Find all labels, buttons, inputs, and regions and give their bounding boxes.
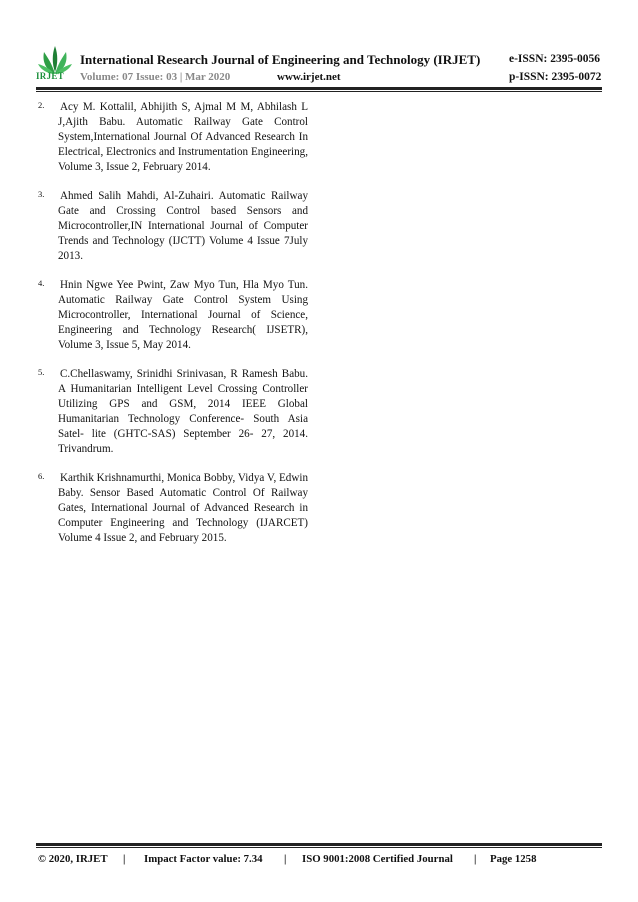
website-link[interactable]: www.irjet.net xyxy=(277,71,341,83)
footer-separator: | xyxy=(474,853,477,865)
reference-item xyxy=(38,367,308,457)
reference-text: Hnin Ngwe Yee Pwint, Zaw Myo Tun, Hla Myo Tun. Automatic Railway Gate Control System Using Microcontroller, International Journal of Science, Engineering and Technology Research( IJSETR), Volume 3, Issue 5, May 2014. xyxy=(58,279,308,351)
header-rule-thin xyxy=(36,91,602,92)
reference-item xyxy=(38,471,308,546)
journal-title: International Research Journal of Engineering and Technology (IRJET) xyxy=(80,52,481,67)
reference-list xyxy=(38,100,308,560)
header-rule xyxy=(36,87,602,90)
reference-text: C.Chellaswamy, Srinidhi Srinivasan, R Ramesh Babu. A Humanitarian Intelligent Level Crossing Controller Utilizing GPS and GSM, 2014 IEEE Global Humanitarian Technology Conference- South Asia Satel- lite (GHTC-SAS) September 26- 27, 2014. Trivandrum. xyxy=(58,368,308,455)
reference-text: Karthik Krishnamurthi, Monica Bobby, Vidya V, Edwin Baby. Sensor Based Automatic Control Of Railway Gates, International Journal of Advanced Research in Computer Engineering and Technology (IJARCET) Volume 4 Issue 2, and February 2015. xyxy=(58,472,308,544)
p-issn: p-ISSN: 2395-0072 xyxy=(509,71,602,83)
footer-separator: | xyxy=(284,853,287,865)
reference-item xyxy=(38,189,308,264)
reference-item xyxy=(38,100,308,175)
footer-page-number: Page 1258 xyxy=(490,853,537,865)
reference-number: 5. xyxy=(38,367,45,377)
footer-copyright: © 2020, IRJET xyxy=(38,853,108,865)
reference-number: 6. xyxy=(38,471,45,481)
reference-item xyxy=(38,278,308,353)
footer-impact-factor: Impact Factor value: 7.34 xyxy=(144,853,263,865)
footer-rule xyxy=(36,843,602,846)
reference-number: 3. xyxy=(38,189,45,199)
logo-text: IRJET xyxy=(36,71,65,81)
footer-iso: ISO 9001:2008 Certified Journal xyxy=(302,853,453,865)
reference-text: Ahmed Salih Mahdi, Al-Zuhairi. Automatic Railway Gate and Crossing Control based Sensors and Microcontroller,IN International Journal of Computer Trends and Technology (IJCTT) Volume 4 Issue 7July 2013. xyxy=(58,190,308,262)
footer-separator: | xyxy=(123,853,126,865)
volume-issue: Volume: 07 Issue: 03 | Mar 2020 xyxy=(80,71,231,83)
reference-number: 2. xyxy=(38,100,45,110)
footer-rule-thin xyxy=(36,847,602,848)
e-issn: e-ISSN: 2395-0056 xyxy=(509,53,601,65)
reference-number: 4. xyxy=(38,278,45,288)
reference-text: Acy M. Kottalil, Abhijith S, Ajmal M M, Abhilash L J,Ajith Babu. Automatic Railway Gate Control System,International Journal Of Advanced Research In Electrical, Electronics and Instrumentation Engineering, Volume 3, Issue 2, February 2014. xyxy=(58,101,308,173)
